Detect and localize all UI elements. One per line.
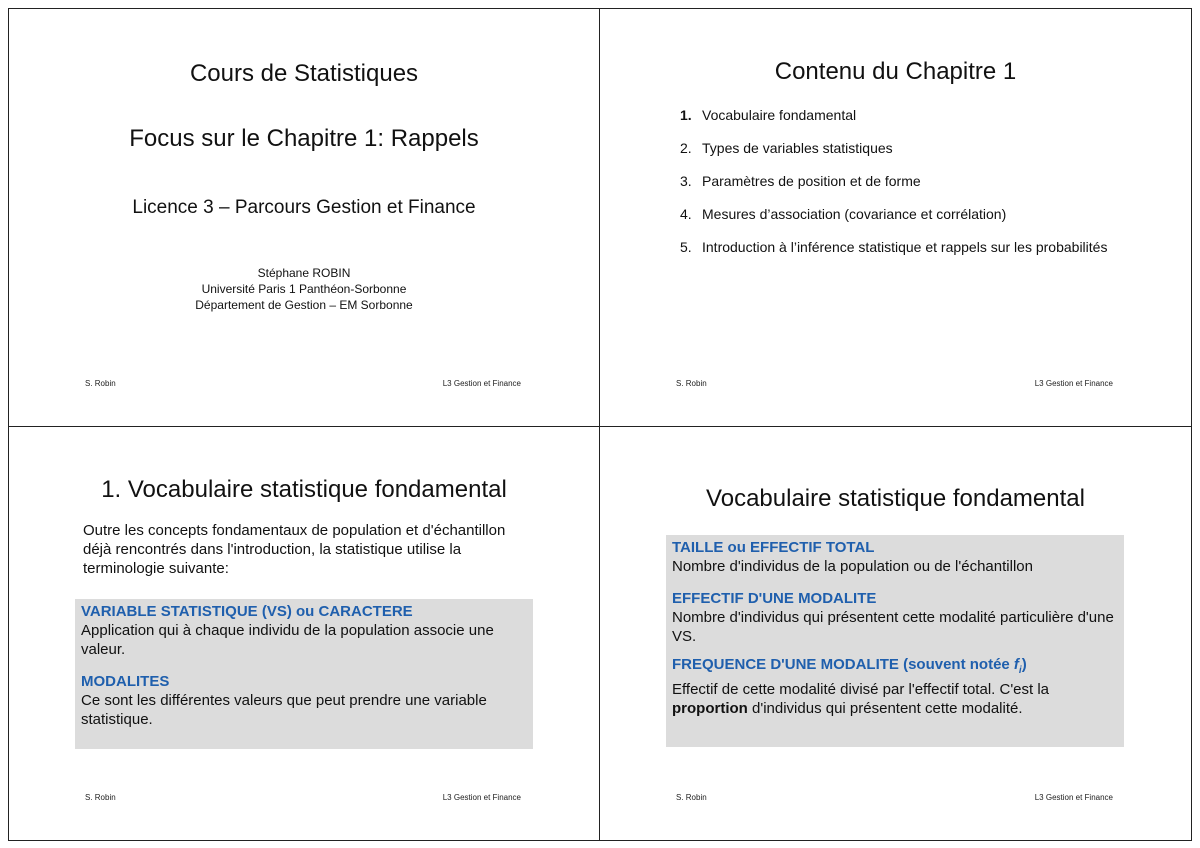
term-heading: MODALITES	[81, 673, 170, 690]
footer-course: L3 Gestion et Finance	[442, 793, 521, 802]
author-department: Département de Gestion – EM Sorbonne	[195, 298, 413, 312]
term-definition: Nombre d'individus qui présentent cette modalité particulière d'une VS.	[672, 609, 1114, 645]
author-block	[9, 265, 599, 313]
term-heading: TAILLE ou EFFECTIF TOTAL	[672, 539, 875, 556]
slide-title: Contenu du Chapitre 1	[774, 58, 1017, 85]
course-title: Cours de Statistiques	[189, 60, 419, 87]
list-item: 5. Introduction à l’inférence statistique et rappels sur les probabilités	[680, 239, 1108, 255]
intro-paragraph: Outre les concepts fondamentaux de population et d'échantillon déjà rencontrés dans l'introduction, la statistique utilise la terminologie suivante:	[83, 522, 506, 577]
footer-course: L3 Gestion et Finance	[442, 379, 521, 388]
term-heading: VARIABLE STATISTIQUE (VS) ou CARACTERE	[81, 603, 413, 620]
definition-box	[666, 535, 1124, 747]
list-item: 2. Types de variables statistiques	[680, 140, 893, 156]
footer-course: L3 Gestion et Finance	[1034, 379, 1113, 388]
slide-vocabulary-2	[599, 426, 1192, 841]
term-heading: EFFECTIF D'UNE MODALITE	[672, 590, 877, 607]
slide-vocabulary-1	[8, 426, 600, 841]
contents-list	[680, 106, 1120, 271]
slide-title-page	[8, 8, 600, 427]
term-definition: Application qui à chaque individu de la population associe une valeur.	[81, 622, 494, 658]
list-item: 4. Mesures d’association (covariance et corrélation)	[680, 206, 1007, 222]
slide-title: 1. Vocabulaire statistique fondamental	[101, 476, 507, 503]
program-name: Licence 3 – Parcours Gestion et Finance	[132, 197, 476, 218]
emphasis-proportion: proportion	[672, 700, 748, 717]
definition-box	[75, 599, 533, 749]
footer-author: S. Robin	[676, 379, 707, 388]
footer-author: S. Robin	[85, 379, 116, 388]
footer-author: S. Robin	[85, 793, 116, 802]
footer-author: S. Robin	[676, 793, 707, 802]
chapter-subtitle: Focus sur le Chapitre 1: Rappels	[129, 125, 479, 152]
author-name: Stéphane ROBIN	[257, 266, 351, 280]
slide-table-of-contents	[599, 8, 1192, 427]
footer-course: L3 Gestion et Finance	[1034, 793, 1113, 802]
term-definition: Ce sont les différentes valeurs que peut prendre une variable statistique.	[81, 692, 487, 728]
list-item: 3. Paramètres de position et de forme	[680, 173, 921, 189]
term-heading: FREQUENCE D'UNE MODALITE (souvent notée $f_i$)	[672, 656, 1027, 676]
term-definition: Nombre d'individus de la population ou de l'échantillon	[672, 558, 1033, 575]
list-item: 1. Vocabulaire fondamental	[680, 107, 857, 123]
slide-title: Vocabulaire statistique fondamental	[706, 485, 1085, 512]
term-definition: Effectif de cette modalité divisé par l'effectif total. C'est la proportion d'individus qui présentent cette modalité.	[672, 681, 1050, 717]
author-university: Université Paris 1 Panthéon-Sorbonne	[201, 282, 407, 296]
